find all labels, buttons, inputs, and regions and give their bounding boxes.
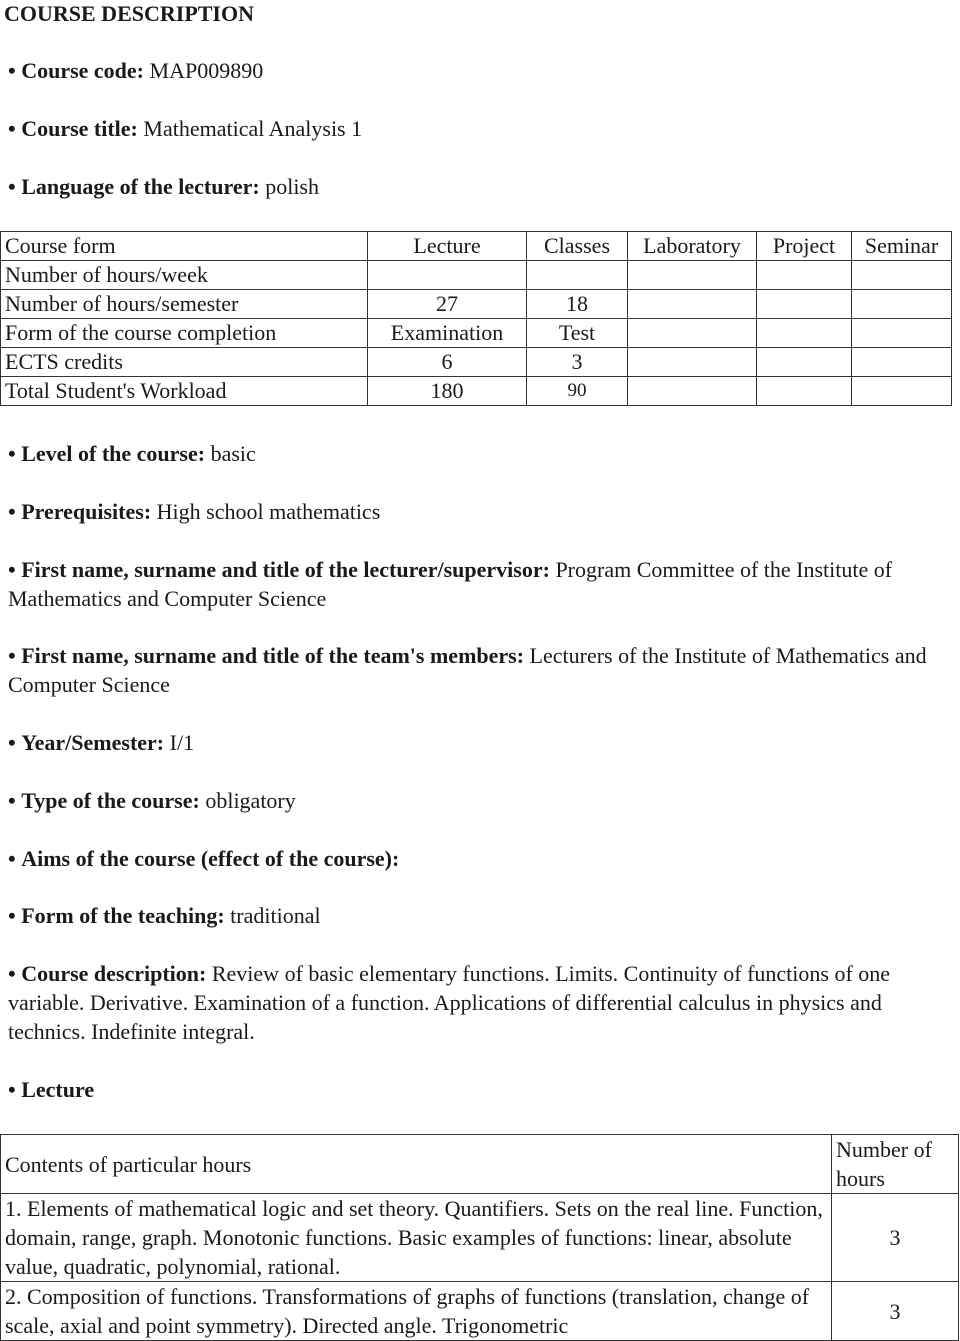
bullet: • — [8, 116, 16, 141]
description-value: Review of basic elementary functions. Limits. Continuity of functions of one variable. Derivative. Examination of a function. Applications of differential calculus in physics and technics. Indefinite integral. — [8, 961, 891, 1044]
table-cell — [852, 319, 952, 348]
lecture-heading: Lecture — [21, 1077, 95, 1102]
year-semester — [8, 728, 950, 757]
table-cell: 3 — [832, 1194, 959, 1282]
table-cell: 3 — [832, 1282, 959, 1341]
level-value: basic — [210, 441, 256, 466]
teaching-form — [8, 901, 950, 930]
bullet: • — [8, 174, 16, 199]
table-header-cell: Project — [757, 232, 852, 261]
table-cell: ECTS credits — [1, 348, 368, 377]
table-cell — [628, 348, 757, 377]
course-type — [8, 786, 950, 815]
table-cell — [527, 261, 628, 290]
language-label: Language of the lecturer: — [21, 174, 260, 199]
year-value: I/1 — [169, 730, 195, 755]
table-row — [1, 348, 952, 377]
team-label: First name, surname and title of the team's members: — [21, 643, 525, 668]
table-cell — [852, 261, 952, 290]
table-cell — [368, 261, 527, 290]
lecturer-value: Program Committee of the Institute of Mathematics and Computer Science — [8, 557, 893, 611]
course-description — [8, 959, 950, 1046]
table-cell: Form of the course completion — [1, 319, 368, 348]
table-cell — [757, 348, 852, 377]
table-cell — [628, 261, 757, 290]
lecture-table — [0, 1134, 959, 1341]
table-cell — [852, 290, 952, 319]
table-header-cell: Seminar — [852, 232, 952, 261]
course-title-label: Course title: — [21, 116, 138, 141]
table-cell — [628, 319, 757, 348]
bullet: • — [8, 499, 16, 524]
bullet: • — [8, 903, 16, 928]
table-row — [1, 261, 952, 290]
table-cell: 90 — [527, 377, 628, 406]
table-row — [1, 1282, 959, 1341]
table-header-cell: Number of hours — [832, 1135, 959, 1194]
page-title: COURSE DESCRIPTION — [4, 1, 254, 26]
table-cell: Examination — [368, 319, 527, 348]
table-cell: Number of hours/semester — [1, 290, 368, 319]
bullet: • — [8, 441, 16, 466]
course-code — [8, 56, 950, 85]
table-row — [1, 377, 952, 406]
type-label: Type of the course: — [21, 788, 200, 813]
teaching-value: traditional — [230, 903, 321, 928]
table-cell: Total Student's Workload — [1, 377, 368, 406]
bullet: • — [8, 788, 16, 813]
description-label: Course description: — [21, 961, 207, 986]
prerequisites — [8, 497, 950, 526]
table-cell: 6 — [368, 348, 527, 377]
table-cell — [757, 377, 852, 406]
table-header-cell: Contents of particular hours — [1, 1135, 832, 1194]
bullet: • — [8, 730, 16, 755]
prerequisites-value: High school mathematics — [156, 499, 381, 524]
table-cell: 180 — [368, 377, 527, 406]
language-value: polish — [265, 174, 319, 199]
table-cell — [628, 377, 757, 406]
level-label: Level of the course: — [21, 441, 206, 466]
bullet: • — [8, 1077, 16, 1102]
table-cell — [757, 319, 852, 348]
prerequisites-label: Prerequisites: — [21, 499, 152, 524]
lecturer — [8, 555, 950, 613]
table-row — [1, 319, 952, 348]
table-header-cell: Course form — [1, 232, 368, 261]
table-cell — [628, 290, 757, 319]
bullet: • — [8, 846, 16, 871]
team-members — [8, 641, 950, 699]
bullet: • — [8, 643, 16, 668]
table-cell: 27 — [368, 290, 527, 319]
table-cell: Number of hours/week — [1, 261, 368, 290]
course-code-label: Course code: — [21, 58, 145, 83]
table-cell: 2. Composition of functions. Transformations of graphs of functions (translation, change of scale, axial and point symmetry). Directed angle. Trigonometric — [1, 1282, 832, 1341]
table-header-cell: Lecture — [368, 232, 527, 261]
table-cell — [852, 348, 952, 377]
table-row — [1, 290, 952, 319]
aims-label: Aims of the course (effect of the course): — [21, 846, 400, 871]
table-cell: 3 — [527, 348, 628, 377]
bullet: • — [8, 58, 16, 83]
course-aims — [8, 844, 950, 873]
table-cell: Test — [527, 319, 628, 348]
bullet: • — [8, 961, 16, 986]
table-cell — [757, 261, 852, 290]
course-form-table — [0, 231, 952, 406]
teaching-label: Form of the teaching: — [21, 903, 225, 928]
table-cell: 1. Elements of mathematical logic and set theory. Quantifiers. Sets on the real line. Function, domain, range, graph. Monotonic functions. Basic examples of functions: linear, absolute value, quadratic, polynomial, rational. — [1, 1194, 832, 1282]
table-header-row — [1, 232, 952, 261]
table-cell — [852, 377, 952, 406]
table-cell — [757, 290, 852, 319]
lecture-section — [8, 1075, 950, 1104]
course-title-value: Mathematical Analysis 1 — [143, 116, 363, 141]
year-label: Year/Semester: — [21, 730, 165, 755]
team-value: Lecturers of the Institute of Mathematics and Computer Science — [8, 643, 927, 697]
course-code-value: MAP009890 — [149, 58, 264, 83]
table-row — [1, 1194, 959, 1282]
table-header-cell: Laboratory — [628, 232, 757, 261]
lecturer-label: First name, surname and title of the lecturer/supervisor: — [21, 557, 550, 582]
course-title — [8, 114, 950, 143]
table-cell: 18 — [527, 290, 628, 319]
bullet: • — [8, 557, 16, 582]
table-header-cell: Classes — [527, 232, 628, 261]
type-value: obligatory — [205, 788, 296, 813]
course-level — [8, 439, 950, 468]
language — [8, 172, 950, 201]
table-header-row — [1, 1135, 959, 1194]
